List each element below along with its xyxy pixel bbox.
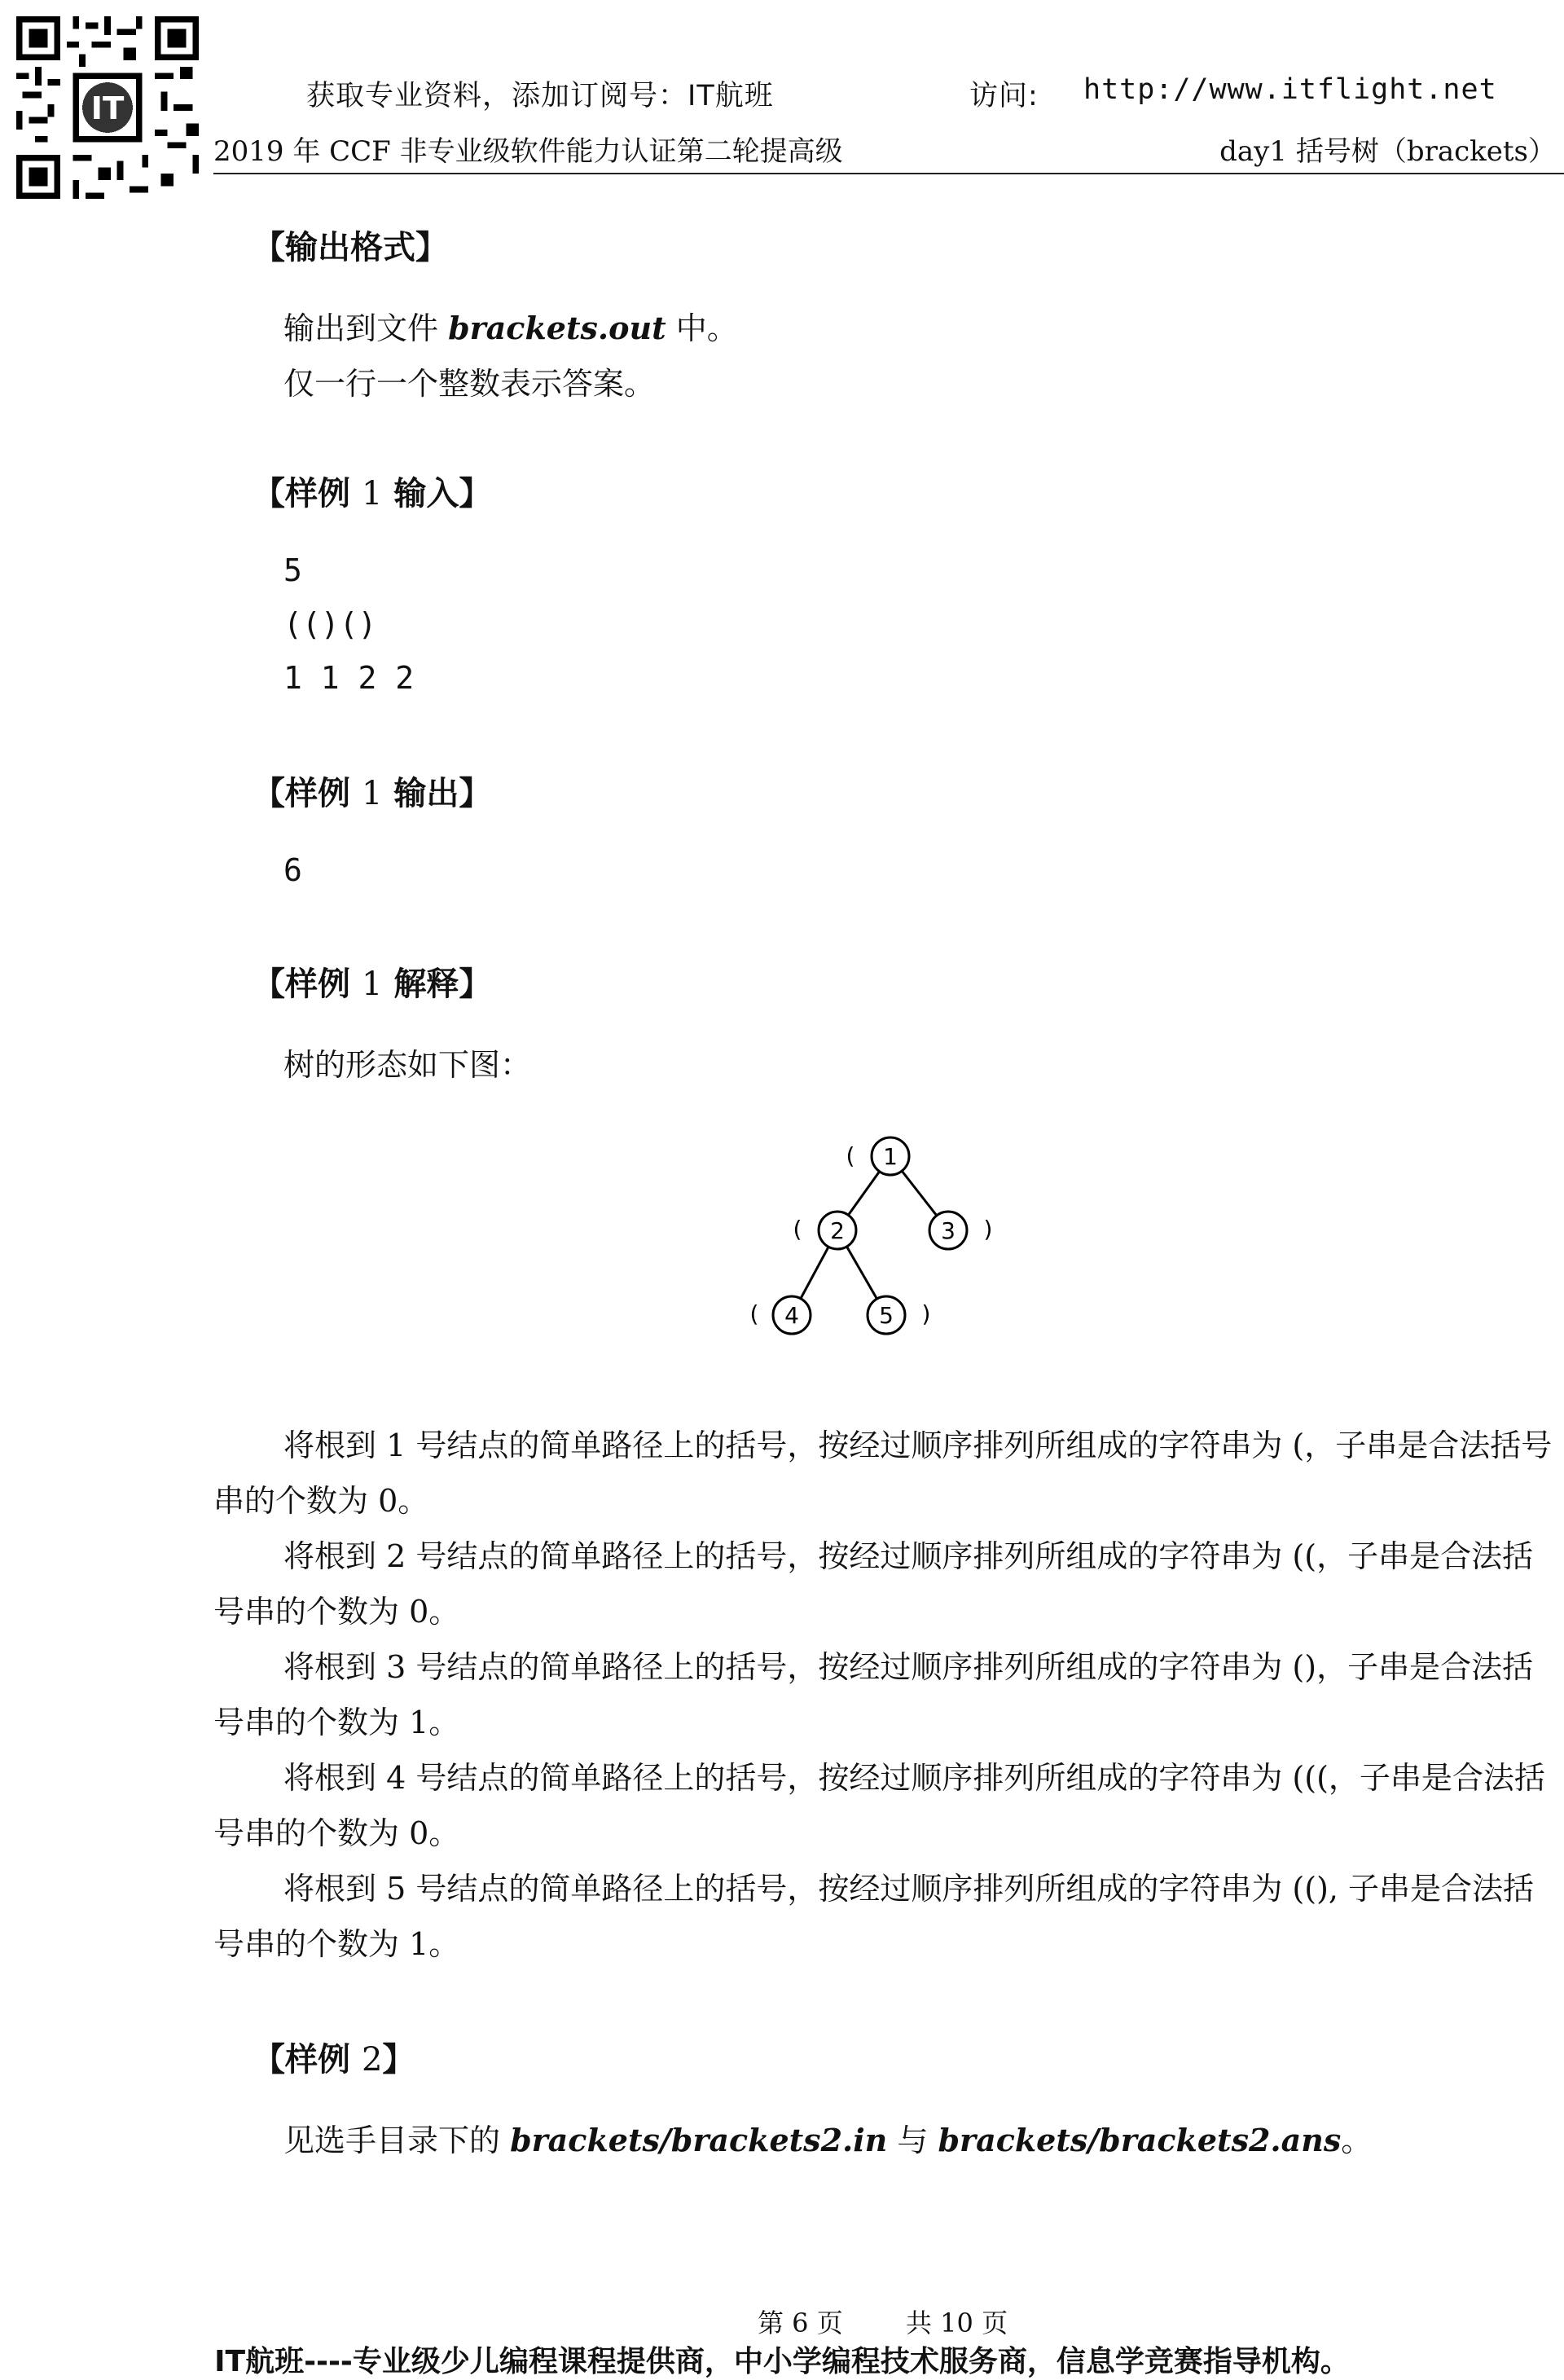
sample1-input-heading (253, 468, 491, 514)
explain-paragraph: 将根到 4 号结点的简单路径上的括号，按经过顺序排列所组成的字符串为 (((，子串是合法括号串的个数为 0。 (213, 1760, 1545, 1851)
output-format-line1 (283, 303, 738, 348)
explain-paragraph: 将根到 3 号结点的简单路径上的括号，按经过顺序排列所组成的字符串为 ()，子串是合法括号串的个数为 1。 (213, 1649, 1534, 1740)
header-divider (213, 173, 1564, 174)
heading-prefix: 【样例 (253, 775, 362, 812)
tree-node-label: 2 (830, 1217, 845, 1244)
output-format-heading: 【输出格式】 (253, 229, 448, 266)
sample2-suffix: 。 (1341, 2123, 1373, 2158)
sample1-input-line: 1 1 2 2 (283, 660, 415, 696)
page-number: 第 6 页 (758, 2307, 843, 2338)
output-format-line2: 仅一行一个整数表示答案。 (283, 366, 656, 402)
output-filename: brackets.out (448, 310, 666, 346)
site-url-link[interactable]: http://www.itflight.net (1083, 73, 1497, 106)
page-total: 共 10 页 (906, 2307, 1008, 2338)
problem-title: day1 括号树（brackets） (1219, 135, 1556, 168)
tree-bracket-label: ( (749, 1300, 759, 1327)
footer-promo: IT航班----专业级少儿编程课程提供商，中小学编程技术服务商，信息学竞赛指导机构。 (214, 2345, 1350, 2378)
sample2-text (283, 2115, 1372, 2160)
tree-node-label: 1 (883, 1143, 898, 1170)
heading-suffix: 输出】 (382, 775, 492, 812)
tree-bracket-label: ( (846, 1142, 855, 1169)
heading-num: 1 (361, 775, 383, 812)
tree-node-label: 4 (784, 1302, 799, 1329)
sample2-answer-file: brackets/brackets2.ans (938, 2122, 1342, 2158)
tree-intro-text: 树的形态如下图： (283, 1047, 532, 1083)
explain-paragraph: 将根到 1 号结点的简单路径上的括号，按经过顺序排列所组成的字符串为 (，子串是合法括号串的个数为 0。 (213, 1428, 1553, 1519)
tree-node-label: 3 (941, 1217, 956, 1244)
sample2-prefix: 见选手目录下的 (283, 2123, 511, 2158)
output-line1-prefix: 输出到文件 (283, 310, 449, 346)
heading-suffix: 输入】 (382, 475, 492, 513)
heading-prefix: 【样例 (253, 2041, 362, 2079)
sample2-heading (253, 2034, 415, 2080)
sample2-input-file: brackets/brackets2.in (510, 2122, 888, 2158)
sample2-mid: 与 (887, 2123, 938, 2158)
contest-title: 2019 年 CCF 非专业级软件能力认证第二轮提高级 (213, 135, 843, 168)
promo-text: 获取专业资料，添加订阅号：IT航班 (306, 80, 774, 112)
tree-bracket-label: ) (983, 1216, 993, 1243)
heading-suffix: 解释】 (382, 966, 492, 1003)
explain-paragraph: 将根到 2 号结点的简单路径上的括号，按经过顺序排列所组成的字符串为 ((，子串是合法括号串的个数为 0。 (213, 1538, 1534, 1630)
explain-paragraph: 将根到 5 号结点的简单路径上的括号，按经过顺序排列所组成的字符串为 ((), 子串是合法括号串的个数为 1。 (213, 1871, 1535, 1962)
tree-bracket-label: ( (793, 1216, 802, 1243)
tree-bracket-label: ) (921, 1300, 931, 1327)
visit-label: 访问: (969, 80, 1039, 112)
heading-num: 1 (361, 475, 383, 513)
heading-num: 2 (361, 2041, 383, 2079)
heading-prefix: 【样例 (253, 966, 362, 1003)
tree-node-label: 5 (879, 1302, 894, 1329)
heading-num: 1 (361, 966, 383, 1003)
qr-code-image (16, 16, 199, 199)
svg-text:IT: IT (90, 90, 125, 127)
sample1-input-line: (()() (283, 606, 377, 642)
sample1-output-heading (253, 768, 491, 814)
heading-suffix: 】 (382, 2041, 415, 2079)
bracket-tree-diagram (733, 1121, 1026, 1349)
output-line1-suffix: 中。 (666, 310, 738, 346)
sample1-output-value: 6 (283, 852, 302, 888)
sample1-input-line: 5 (283, 552, 302, 588)
sample1-explain-heading (253, 958, 491, 1005)
heading-prefix: 【样例 (253, 475, 362, 513)
